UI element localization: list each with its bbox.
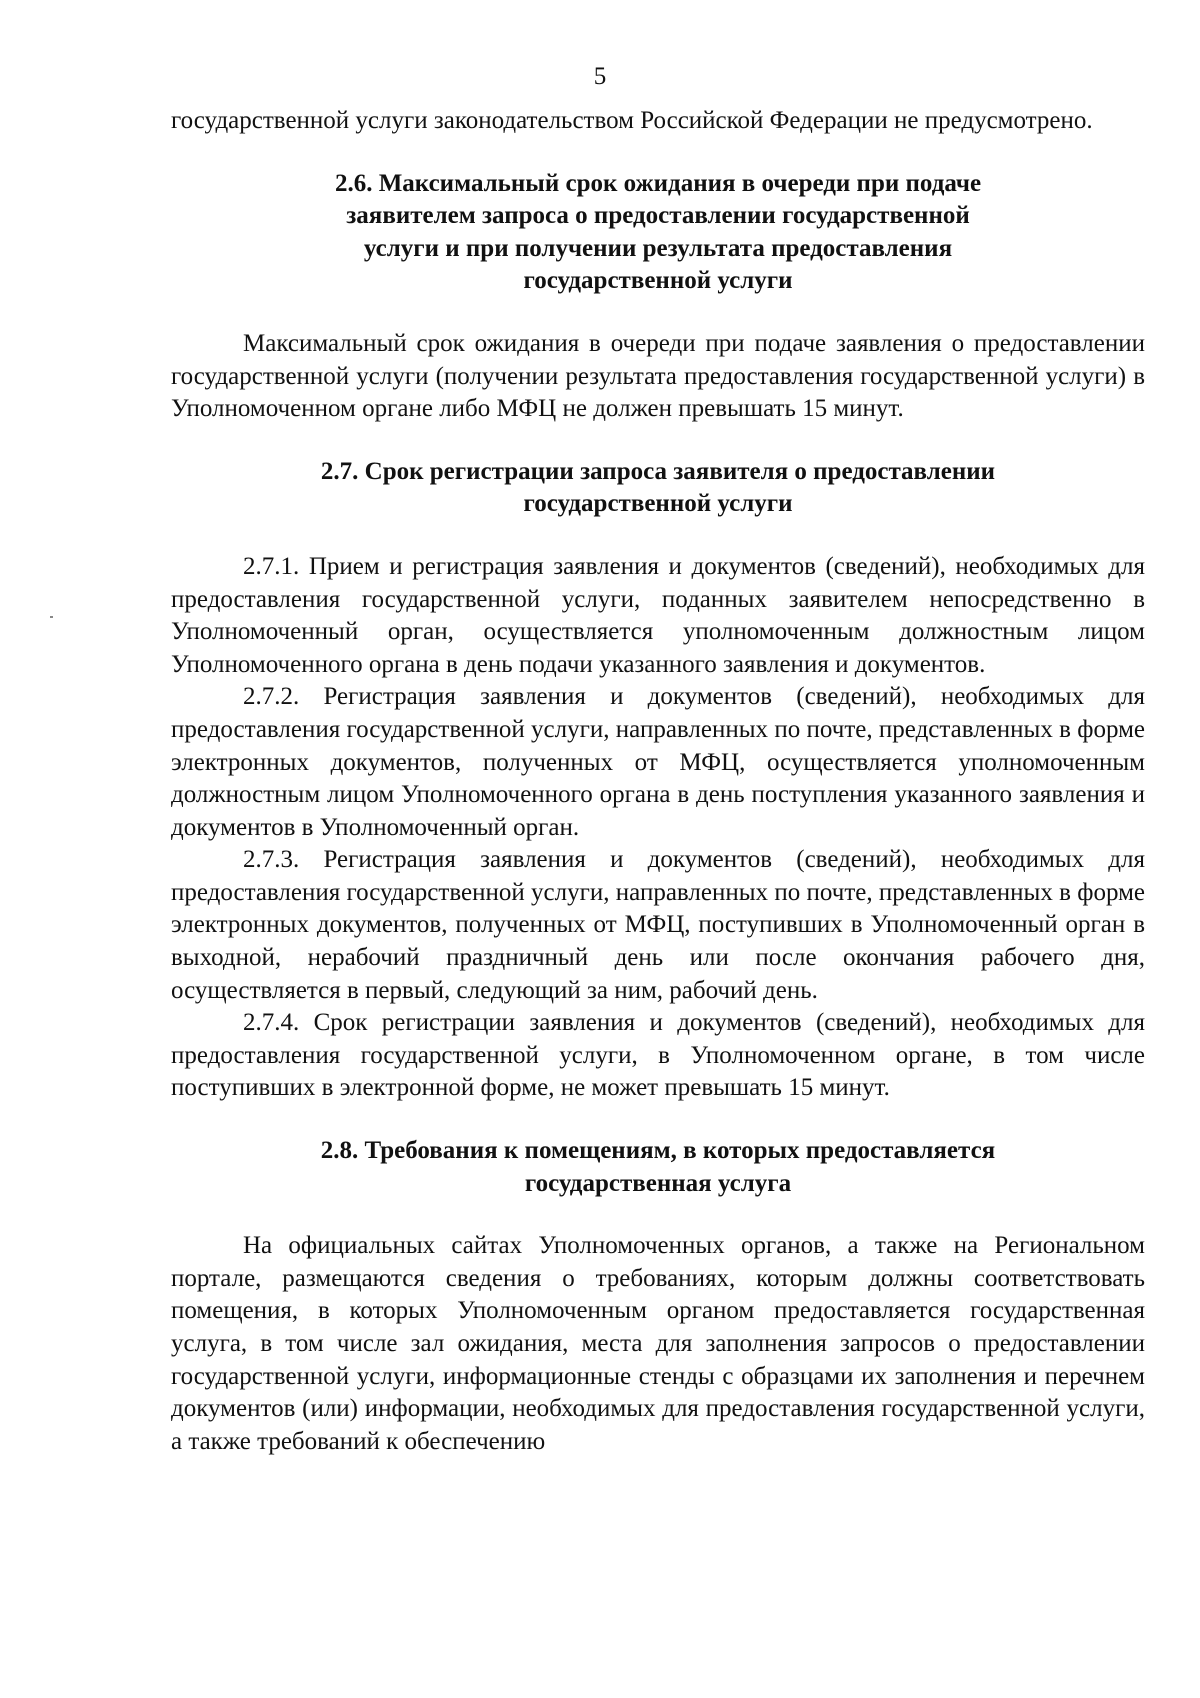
heading-line: государственная услуга [524,1169,792,1197]
paragraph-2-6-body: Максимальный срок ожидания в очереди при подаче заявления о предоставлении государственной услуги (получении результата предоставления государственной услуги) в Уполномоченном органе либо МФЦ не должен превышать 15 минут. [171,329,1145,423]
heading-line: заявителем запроса о предоставлении государственной [346,202,970,230]
heading-line: 2.7. Срок регистрации запроса заявителя о предоставлении [320,457,996,485]
continuation-paragraph: государственной услуги законодательством Российской Федерации не предусмотрено. [171,107,1093,134]
section-heading-2-6 [171,168,1145,298]
heading-line: государственной услуги [523,267,793,295]
heading-line: 2.8. Требования к помещениям, в которых предоставляется [320,1137,996,1165]
section-heading-2-8 [171,1135,1145,1200]
paragraph-2-7-2: 2.7.2. Регистрация заявления и документов (сведений), необходимых для предоставления государственной услуги, направленных по почте, представленных в форме электронных документов, полученных от МФЦ, осуществляется уполномоченным должностным лицом Уполномоченного органа в день поступления указанного заявления и документов в Уполномоченный орган. [171,683,1145,841]
paragraph-2-7-3: 2.7.3. Регистрация заявления и документов (сведений), необходимых для предоставления государственной услуги, направленных по почте, представленных в форме электронных документов, полученных от МФЦ, поступивших в Уполномоченный орган в выходной, нерабочий праздничный день или после окончания рабочего дня, осуществляется в первый, следующий за ним, рабочий день. [171,846,1145,1004]
paragraph-2-7-1: 2.7.1. Прием и регистрация заявления и документов (сведений), необходимых для предоставления государственной услуги, поданных заявителем непосредственно в Уполномоченный орган, осуществляется уполномоченным должностным лицом Уполномоченного органа в день подачи указанного заявления и документов. [171,552,1145,678]
page-number: 5 [593,63,607,90]
paragraph-2-7-4: 2.7.4. Срок регистрации заявления и документов (сведений), необходимых для предоставления государственной услуги, в Уполномоченном органе, в том числе поступивших в электронной форме, не может превышать 15 минут. [171,1009,1145,1102]
heading-line: услуги и при получении результата предоставления [363,234,953,262]
document-body [171,105,1145,1458]
heading-line: государственной услуги [523,490,793,518]
heading-line: 2.6. Максимальный срок ожидания в очереди при подаче [334,169,982,197]
paragraph-2-8-body: На официальных сайтах Уполномоченных органов, а также на Региональном портале, размещаются сведения о требованиях, которым должны соответствовать помещения, в которых Уполномоченным органом предоставляется государственная услуга, в том числе зал ожидания, места для заполнения запросов о предоставлении государственной услуги, информационные стенды с образцами их заполнения и перечнем документов (или) информации, необходимых для предоставления государственной услуги, а также требований к обеспечению [171,1232,1145,1455]
section-heading-2-7 [171,456,1145,521]
scan-artifact-mark [50,616,53,618]
